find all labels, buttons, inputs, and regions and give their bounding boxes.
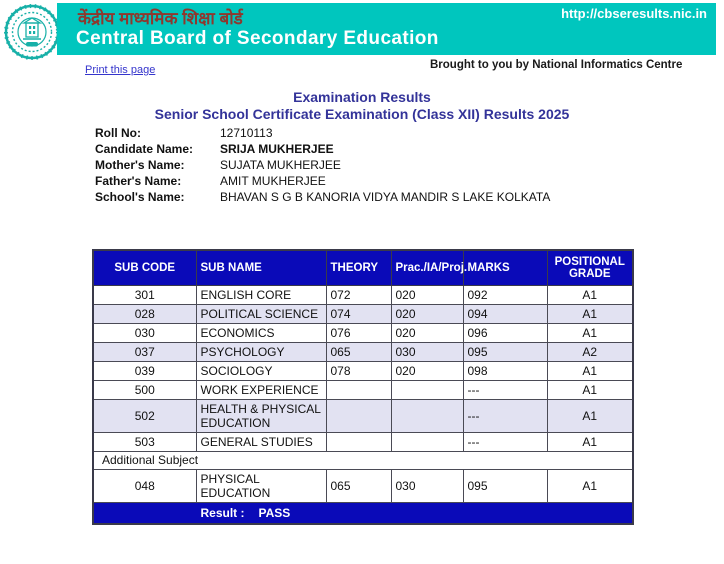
grade-cell: A1	[547, 400, 633, 433]
col-header-sub-name: SUB NAME	[196, 250, 326, 286]
field-value: SRIJA MUKHERJEE	[220, 142, 334, 156]
board-title-english: Central Board of Secondary Education	[76, 28, 439, 49]
sub-name-cell: ECONOMICS	[196, 324, 326, 343]
theory-cell	[326, 381, 391, 400]
col-header-marks: MARKS	[463, 250, 547, 286]
marks-cell: 095	[463, 343, 547, 362]
student-field-father-name	[95, 173, 550, 189]
grade-cell: A1	[547, 470, 633, 503]
sub-code-cell: 037	[93, 343, 196, 362]
col-header-theory: THEORY	[326, 250, 391, 286]
field-label: Roll No:	[95, 126, 141, 140]
exam-title: Senior School Certificate Examination (Class XII) Results 2025	[154, 106, 570, 122]
theory-cell: 078	[326, 362, 391, 381]
marks-cell: 095	[463, 470, 547, 503]
grade-cell: A1	[547, 362, 633, 381]
field-value: 12710113	[220, 126, 273, 140]
sub-name-cell: SOCIOLOGY	[196, 362, 326, 381]
theory-cell	[326, 400, 391, 433]
grade-cell: A2	[547, 343, 633, 362]
marks-cell: 094	[463, 305, 547, 324]
prac-cell	[391, 381, 463, 400]
marks-cell: ---	[463, 433, 547, 452]
table-row	[93, 343, 633, 362]
cbse-logo-icon	[3, 3, 61, 61]
prac-cell	[391, 433, 463, 452]
sub-code-cell: 502	[93, 400, 196, 433]
sub-name-cell: POLITICAL SCIENCE	[196, 305, 326, 324]
marks-cell: 098	[463, 362, 547, 381]
grade-cell: A1	[547, 433, 633, 452]
table-row	[93, 305, 633, 324]
marks-cell: 092	[463, 286, 547, 305]
table-row	[93, 286, 633, 305]
additional-subject-row	[93, 452, 633, 470]
sub-code-cell: 030	[93, 324, 196, 343]
print-page-link[interactable]: Print this page	[85, 64, 156, 76]
table-row	[93, 400, 633, 433]
theory-cell: 074	[326, 305, 391, 324]
marks-cell: 096	[463, 324, 547, 343]
results-table	[92, 249, 634, 525]
theory-cell: 065	[326, 470, 391, 503]
table-row	[93, 381, 633, 400]
additional-subject-label: Additional Subject	[93, 452, 633, 470]
prac-cell: 020	[391, 362, 463, 381]
student-field-candidate-name	[95, 141, 550, 157]
result-row-spacer	[93, 503, 196, 525]
sub-name-cell: GENERAL STUDIES	[196, 433, 326, 452]
sub-name-cell: HEALTH & PHYSICAL EDUCATION	[196, 400, 326, 433]
sub-name-cell: PHYSICAL EDUCATION	[196, 470, 326, 503]
field-value: BHAVAN S G B KANORIA VIDYA MANDIR S LAKE KOLKATA	[220, 190, 551, 204]
site-url: http://cbseresults.nic.in	[561, 6, 707, 21]
board-title-hindi: केंद्रीय माध्यमिक शिक्षा बोर्ड	[78, 9, 243, 28]
col-header-sub-code: SUB CODE	[93, 250, 196, 286]
prac-cell: 020	[391, 324, 463, 343]
sub-code-cell: 301	[93, 286, 196, 305]
student-field-mother-name	[95, 157, 550, 173]
grade-cell: A1	[547, 305, 633, 324]
theory-cell: 072	[326, 286, 391, 305]
field-label: School's Name:	[95, 190, 185, 204]
result-cell	[196, 503, 633, 525]
sub-code-cell: 500	[93, 381, 196, 400]
table-header-row	[93, 250, 633, 286]
sub-code-cell: 039	[93, 362, 196, 381]
prac-cell: 020	[391, 305, 463, 324]
prac-cell: 030	[391, 470, 463, 503]
table-row	[93, 362, 633, 381]
table-row	[93, 324, 633, 343]
theory-cell	[326, 433, 391, 452]
field-label: Candidate Name:	[95, 142, 194, 156]
page-title: Examination Results	[293, 89, 431, 105]
field-label: Father's Name:	[95, 174, 182, 188]
result-value: PASS	[258, 506, 291, 520]
field-label: Mother's Name:	[95, 158, 185, 172]
nic-tagline: Brought to you by National Informatics Centre	[430, 59, 683, 71]
col-header-positional-grade: POSITIONAL GRADE	[547, 250, 633, 286]
result-row	[93, 503, 633, 525]
field-value: SUJATA MUKHERJEE	[220, 158, 341, 172]
header-banner	[57, 3, 716, 55]
grade-cell: A1	[547, 286, 633, 305]
prac-cell: 030	[391, 343, 463, 362]
sub-name-cell: ENGLISH CORE	[196, 286, 326, 305]
grade-cell: A1	[547, 324, 633, 343]
result-label: Result :	[200, 506, 245, 520]
sub-code-cell: 028	[93, 305, 196, 324]
student-field-roll-no	[95, 125, 550, 141]
sub-code-cell: 048	[93, 470, 196, 503]
grade-cell: A1	[547, 381, 633, 400]
student-field-school-name	[95, 189, 550, 205]
table-row	[93, 433, 633, 452]
field-value: AMIT MUKHERJEE	[220, 174, 326, 188]
sub-code-cell: 503	[93, 433, 196, 452]
table-row	[93, 470, 633, 503]
marks-cell: ---	[463, 381, 547, 400]
theory-cell: 076	[326, 324, 391, 343]
theory-cell: 065	[326, 343, 391, 362]
prac-cell	[391, 400, 463, 433]
marks-cell: ---	[463, 400, 547, 433]
col-header-prac: Prac./IA/Proj.	[391, 250, 463, 286]
prac-cell: 020	[391, 286, 463, 305]
sub-name-cell: PSYCHOLOGY	[196, 343, 326, 362]
student-info	[95, 125, 550, 205]
sub-name-cell: WORK EXPERIENCE	[196, 381, 326, 400]
